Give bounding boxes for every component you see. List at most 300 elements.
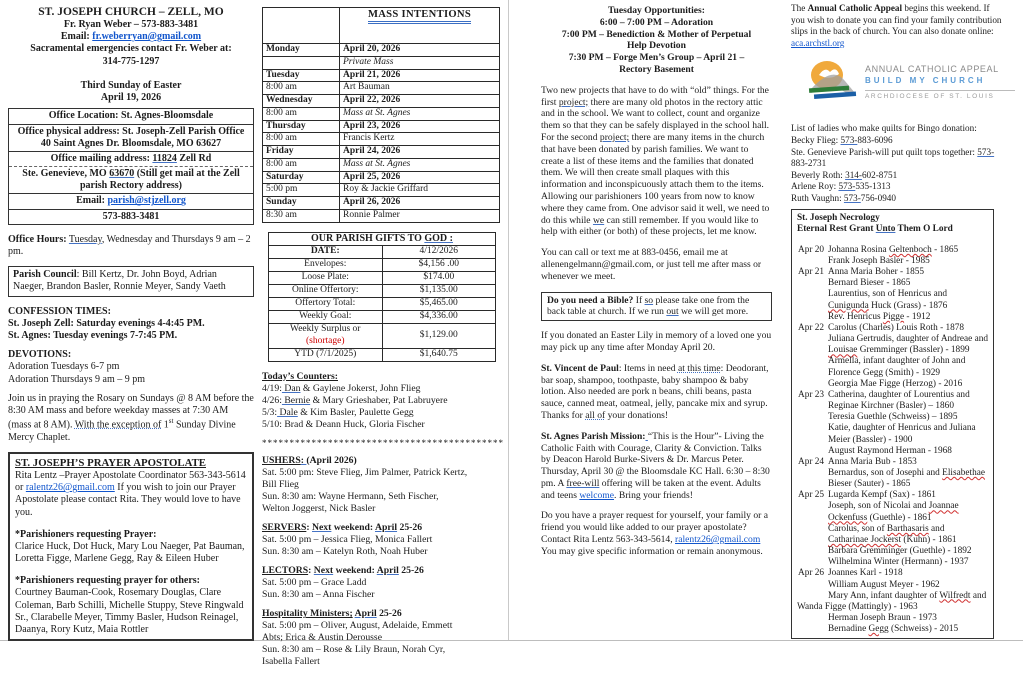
necrology-date: Apr 21 (798, 267, 825, 278)
text-line (8, 68, 254, 80)
text-line (828, 435, 989, 446)
link[interactable]: parish@stjzell.org (107, 195, 186, 207)
text-line (828, 513, 989, 524)
text-segment: 756-0940 (860, 192, 896, 203)
text-line (791, 158, 1013, 170)
text-segment: Isabella Fallert (262, 656, 320, 668)
text-segment: 573- (977, 146, 995, 157)
text-segment: Gegg (868, 624, 889, 635)
text-segment: Ste. Genevieve Parish-will put quilt tops together: (791, 146, 978, 157)
text-segment: Barthasaris (886, 523, 929, 534)
table-cell: Thursday (263, 120, 340, 133)
necrology-date: Apr 24 (798, 456, 825, 467)
table-row (269, 272, 496, 285)
text-segment: , Wednesday and Thursdays 9 am – 2 pm. (8, 233, 251, 258)
text-line (8, 349, 254, 361)
servers-heading (262, 522, 506, 534)
text-line (791, 147, 1013, 159)
text-segment: Bernadine (828, 624, 869, 635)
text-segment: Do you need a Bible? (547, 294, 634, 306)
text-segment: 602-8751 (861, 169, 898, 180)
table-cell: $1,129.00 (382, 324, 496, 349)
table-cell: $1,135.00 (382, 285, 496, 298)
text-segment: Office physical address: St. Joseph-Zell Parish Office 40 Saint Agnes Dr. Bloomsdale, MO 63627 (17, 125, 245, 149)
text-line (791, 15, 1013, 27)
text-line (828, 446, 989, 457)
text-line (797, 224, 989, 235)
text-segment: Today’s Counters: (262, 370, 338, 382)
table-cell: Monday (263, 44, 340, 57)
column-church-info (8, 5, 254, 641)
text-segment: Katie, daughter of Henricus and Juliana (828, 423, 976, 434)
parish-council-box (8, 266, 254, 296)
text-line (828, 624, 989, 635)
table-cell: Saturday (263, 171, 340, 184)
text-line (828, 546, 989, 557)
text-line (541, 40, 772, 52)
table-row (269, 298, 496, 311)
text-segment: Sat. 5:00 pm – Grace Ladd (262, 577, 367, 589)
text-segment: (Schweiss) - 2015 (888, 624, 959, 635)
text-segment: Mary Ann, infant daughter of (828, 590, 940, 601)
text-line (8, 374, 254, 386)
link[interactable]: welcome (579, 489, 615, 501)
office-info-box (8, 108, 254, 225)
text-line (791, 123, 1013, 135)
text-line (8, 361, 254, 373)
text-segment: there are many items in the church that have been donated by parish families. We want to create a list of these items and the families that donated them. We will then create small plaques with this information and inconspicuously attach them to the items. Allowing our parishioners 100 years from now to know where they came from. One advisor said it well, we need to do this while (541, 131, 770, 226)
text-segment: Offertory Total: (295, 298, 356, 309)
text-line (262, 577, 506, 589)
text-segment: 25-26 (376, 608, 402, 620)
rosary-note (8, 393, 254, 444)
text-segment: Email: (76, 195, 108, 207)
appeal-logo-tagline: BUILD MY CHURCH (865, 75, 986, 85)
office-box-row (9, 152, 253, 167)
text-segment: LECTORS (262, 565, 309, 577)
table-row (269, 259, 496, 272)
table-cell: $5,465.00 (382, 298, 496, 311)
text-segment: YTD (7/1/2025) (294, 348, 357, 359)
text-segment: Adoration Tuesdays 6-7 pm (8, 361, 120, 373)
table-cell: Wednesday (263, 95, 340, 108)
text-segment: The (791, 3, 808, 13)
table-row (269, 324, 496, 349)
text-line (797, 213, 989, 224)
table-cell (269, 348, 383, 361)
text-segment: and (928, 523, 945, 534)
text-segment: Eternal Rest Grant (797, 223, 876, 234)
text-segment: Office Location: St. Agnes-Bloomsdale (48, 110, 214, 122)
column-schedules (262, 7, 506, 675)
text-segment: August Raymond Herman - 1968 (828, 445, 952, 456)
text-segment: Do you have a prayer request for yourself, your family or a friend you would like added to our prayer apostolate? Contact Rita Lentz 563-343-5614, (541, 510, 768, 546)
text-segment: 573-883-3481 (102, 210, 160, 222)
text-line (8, 31, 254, 43)
text-line (791, 26, 1013, 38)
table-cell: Roy & Jackie Griffard (340, 184, 500, 197)
table-cell: 4/12/2026 (382, 246, 496, 259)
text-segment: 1 (161, 419, 169, 431)
text-segment: Rita Lentz –Prayer Apostolate Coordinator 563-343-5614 or (15, 469, 246, 494)
text-segment: *Parishioners requesting prayer for others: (15, 575, 200, 587)
text-line (262, 656, 506, 668)
text-line (828, 323, 989, 334)
text-line (828, 423, 989, 434)
text-line (791, 170, 1013, 182)
text-segment: You may give specific information or remain anonymous. (541, 545, 763, 557)
text-line (791, 135, 1013, 147)
text-segment: With the exception of (74, 419, 162, 431)
text-segment: offering will be taken at the event. Adults and teens (541, 477, 761, 501)
text-line (828, 345, 989, 356)
table-cell: Sunday (263, 197, 340, 210)
text-segment: St. Agnes: Tuesday evenings 7-7:45 PM. (8, 329, 178, 341)
ushers-section (262, 455, 506, 515)
text-segment: Clarice Huck, Dot Huck, Mary Lou Naeger, Pat Bauman, Loretta Figge, Marlene Gegg, Ray & Eileen Huber (15, 540, 245, 565)
text-line (828, 568, 989, 579)
text-segment: : (306, 522, 313, 534)
text-segment: and (970, 590, 987, 601)
table-cell: $174.00 (382, 272, 496, 285)
text-segment: at this time (677, 362, 721, 374)
table-cell: 8:00 am (263, 107, 340, 120)
text-segment: Beverly Roth: (791, 169, 846, 180)
appeal-logo-mark-icon (801, 57, 859, 107)
text-segment: Weekly Surplus or (290, 324, 361, 335)
table-row (263, 146, 500, 159)
table-cell: Tuesday (263, 69, 340, 82)
text-segment: : Items in need (618, 362, 678, 374)
text-segment: April (354, 608, 377, 620)
servers-lines (262, 534, 506, 558)
requesting-others-title (15, 575, 247, 587)
text-segment: Rectory Basement (619, 63, 694, 75)
table-cell: Mass at St. Agnes (340, 158, 500, 171)
text-line (8, 56, 254, 68)
text-line (8, 306, 254, 318)
text-line (541, 52, 772, 64)
text-segment: 573- (843, 192, 861, 203)
table-cell: April 25, 2026 (340, 171, 500, 184)
office-box-row (9, 194, 253, 209)
table-row (263, 82, 500, 95)
office-hours (8, 234, 254, 258)
table-cell (263, 8, 340, 44)
text-segment: USHERS (262, 454, 301, 466)
table-cell: Friday (263, 146, 340, 159)
text-segment: Wilfredt (939, 590, 971, 601)
text-segment: Office mailing address: (50, 152, 153, 164)
requesting-prayer-title (15, 529, 247, 541)
table-row (263, 184, 500, 197)
text-segment: you wish to donate you can find your family contribution (791, 14, 1002, 25)
text-segment: Sun. 8:30 am: Wayne Hermann, Seth Fischer, (262, 491, 439, 503)
text-segment: so (644, 294, 654, 306)
text-line (828, 613, 989, 624)
necrology-title (797, 213, 989, 235)
text-line (262, 491, 506, 503)
necrology-entry (797, 390, 989, 457)
table-cell: $4,336.00 (382, 311, 496, 324)
table-cell (269, 259, 383, 272)
text-line (828, 256, 989, 267)
office-box-row (9, 125, 253, 152)
text-segment: weekend: (333, 565, 377, 577)
text-segment: “This is the Hour”- Living the Catholic Faith with Courage, Clarity & Conviction. Talks by Deacon Harold Burke-Sivers & Dr. Marcus Peter. Thursday, April 30 @ the Bloomsdale KC Hall. 6:30 – 8:30 pm. A (541, 430, 770, 489)
text-line (828, 245, 989, 256)
text-segment: Help Devotion (627, 40, 686, 52)
text-segment: Ockenfuss (828, 512, 868, 523)
necrology-entries (797, 245, 989, 635)
office-box-row (9, 109, 253, 124)
table-cell (269, 298, 383, 311)
text-segment: please take one from the back table at church. If we run (547, 294, 750, 318)
text-segment: GOD : (424, 232, 453, 244)
necrology-date: Apr 23 (798, 389, 825, 400)
text-segment: 6:00 – 7:00 PM – Adoration (599, 16, 714, 28)
text-segment: project; (599, 131, 630, 143)
text-segment: Anna Maria Boher - 1855 (828, 267, 925, 278)
text-segment: Wanda Figge (Mattingly) - 1963 (797, 601, 918, 612)
hospitality-heading (262, 608, 506, 620)
text-line (262, 644, 506, 656)
table-cell: April 21, 2026 (340, 69, 500, 82)
text-line (8, 318, 254, 330)
appeal-logo-subtitle: ARCHDIOCESE OF ST. LOUIS (865, 92, 995, 100)
text-segment: Joannae (928, 501, 959, 512)
text-line (828, 289, 989, 300)
counters-section (262, 371, 506, 431)
text-segment: Catharinae Jockerst (828, 534, 902, 545)
table-row (263, 69, 500, 82)
separator-stars: ******************************************** (262, 437, 504, 448)
confession-times (8, 306, 254, 343)
text-segment: Envelopes: (304, 259, 347, 270)
table-cell: April 24, 2026 (340, 146, 500, 159)
hospitality-section (262, 608, 506, 668)
table-cell: Ronnie Palmer (340, 209, 500, 222)
text-segment: Armella, infant daughter of John and (828, 356, 966, 367)
text-segment: Sat. 5:00 pm – Jessica Flieg, Monica Fallert (262, 534, 433, 546)
column-announcements (541, 5, 772, 567)
table-cell (263, 56, 340, 69)
text-line (262, 620, 506, 632)
text-segment (130, 68, 133, 79)
table-cell: 8:00 am (263, 82, 340, 95)
text-segment: Reginae Kirchner (Basler) – 1860 (828, 401, 954, 412)
lectors-lines (262, 577, 506, 601)
text-segment: Bernardus, son of Josephi and (828, 467, 943, 478)
bible-box (541, 292, 772, 322)
necrology-entry (797, 323, 989, 390)
table-cell: April 26, 2026 (340, 197, 500, 210)
text-segment: Adoration Thursdays 9 am – 9 pm (8, 373, 146, 385)
table-cell (269, 285, 383, 298)
projects-paragraph (541, 85, 772, 238)
text-segment: Laurentius, son of Henricus and (828, 289, 948, 300)
appeal-logo-text (865, 64, 1015, 102)
servers-section (262, 522, 506, 558)
link[interactable]: ralentz26@gmail.com (25, 482, 115, 494)
easter-lily-paragraph (541, 330, 772, 354)
text-line (541, 17, 772, 29)
text-segment: Lugarda Kempf (Sax) - 1861 (828, 490, 936, 501)
text-segment: If (633, 294, 645, 306)
text-segment: Carolus (Charles) Louis Roth - 1878 (828, 322, 965, 333)
table-cell: April 23, 2026 (340, 120, 500, 133)
text-line (262, 395, 506, 407)
spacer (791, 113, 1013, 123)
necrology-entry (797, 568, 989, 635)
requesting-prayer-names (15, 541, 247, 565)
text-segment: Next (312, 522, 332, 534)
text-segment: April (376, 565, 399, 577)
text-segment: Online Offertory: (291, 285, 359, 296)
text-line (828, 524, 989, 535)
text-segment: Tuesday Opportunities: (608, 5, 705, 16)
text-segment: there are many old photos in the rectory attic and in the school. We want to collect, count and organize them so that they can be safely displayed in the school hall. For the second (541, 96, 770, 143)
mass-intentions-table (262, 7, 500, 223)
text-segment: Sun. 8:30 am – Anna Fischer (262, 589, 375, 601)
text-segment: Gremminger (Bassler) - 1899 (857, 345, 970, 356)
text-segment: Bill Flieg (262, 479, 299, 491)
necrology-entry (797, 267, 989, 323)
text-line (262, 467, 506, 479)
table-cell: $1,640.75 (382, 348, 496, 361)
text-segment: Ste. Genevieve, MO (22, 168, 110, 180)
text-line (262, 503, 506, 515)
text-line (262, 589, 506, 601)
text-segment: 573- (840, 134, 858, 145)
text-line (541, 29, 772, 41)
text-segment: Email: (60, 31, 93, 43)
text-segment: SERVERS (262, 522, 307, 534)
lectors-heading (262, 565, 506, 577)
text-segment: Office Hours: (8, 233, 67, 245)
link[interactable]: fr.weberryan@gmail.com (92, 31, 202, 43)
text-line (262, 546, 506, 558)
text-line (541, 64, 772, 76)
text-segment: . Bring your friends! (614, 489, 693, 501)
text-segment: Teresia Guethle (Schweiss) – 1895 (828, 412, 958, 423)
text-line (8, 92, 254, 104)
text-line (828, 312, 989, 323)
text-line (262, 632, 506, 644)
table-row (269, 348, 496, 361)
text-segment: 7:00 PM – Benediction & Mother of Perpetual (561, 28, 752, 40)
table-cell: Art Bauman (340, 82, 500, 95)
table-row (263, 95, 500, 108)
text-segment: Rev. Henricus (828, 311, 883, 322)
text-segment: St. Vincent de Paul (541, 362, 619, 374)
text-line (791, 38, 1013, 50)
text-line (828, 301, 989, 312)
table-cell: 5:00 pm (263, 184, 340, 197)
table-cell (269, 272, 383, 285)
table-row (269, 285, 496, 298)
text-segment: Sat. 5:00 pm: Steve Flieg, Jim Palmer, Patrick Kertz, (262, 466, 468, 478)
text-segment: Hospitality Ministers; (262, 608, 353, 620)
text-segment: : (300, 454, 307, 466)
annual-appeal-paragraph (791, 3, 1013, 49)
text-segment: st (168, 417, 174, 426)
necrology-entry (797, 490, 989, 568)
text-line (828, 267, 989, 278)
necrology-date: Apr 22 (798, 322, 825, 333)
necrology-entry (797, 457, 989, 490)
text-segment: 4/19: (262, 382, 282, 394)
ushers-lines (262, 467, 506, 515)
text-segment: Next (313, 565, 334, 577)
text-segment: 7:30 PM – Forge Men’s Group – April 21 – (568, 52, 745, 64)
text-line (828, 457, 989, 468)
text-segment: 535-1313 (855, 181, 891, 192)
text-line (8, 43, 254, 55)
text-segment: April (374, 522, 398, 534)
text-line (828, 401, 989, 412)
text-segment: St. Joseph Necrology (797, 212, 880, 223)
text-segment: slips in the back of church. You can also donate online: (791, 26, 994, 37)
text-segment: Sat. 5:00 pm – Oliver, August, Adelaide, Emmett (262, 620, 453, 632)
text-line (828, 468, 989, 479)
text-line (262, 407, 506, 419)
text-segment: Parish Council (13, 269, 77, 281)
table-row (263, 56, 500, 69)
text-line (541, 5, 772, 17)
text-segment: St. Joseph Zell: Saturday evenings 4-4:45 PM. (8, 317, 205, 329)
text-segment: Join us in praying the Rosary on Sundays @ 8 AM before the 8:30 AM mass and before weekday masses at 7:30 AM (mass at 8 AM). (8, 392, 254, 431)
text-segment: - 1912 (904, 311, 931, 322)
appeal-logo-divider (865, 90, 1015, 91)
text-segment: Wilhelmina Winter (Hermann) - 1937 (828, 557, 969, 568)
text-segment: weekend: (331, 522, 375, 534)
link[interactable]: aca.archstl.org (791, 37, 845, 48)
text-segment: Johanna Rosina (828, 244, 889, 255)
text-segment: Arlene Roy: (791, 181, 839, 192)
table-cell (269, 246, 383, 259)
text-line (791, 193, 1013, 205)
table-cell: 8:30 am (263, 209, 340, 222)
hospitality-lines (262, 620, 506, 668)
counters-lines (262, 383, 506, 431)
text-segment: If you wish to join our Prayer Apostolate please contact Rita. They would love to have you. (15, 482, 241, 518)
text-segment: Carolus, son of (828, 523, 887, 534)
counters-heading (262, 371, 506, 383)
text-segment: : (308, 565, 314, 577)
text-segment: : Deodorant, bar soap, shampoo, toothpaste, baby shampoo & baby lotion. Also needed are pork n beans, chili beans, pasta sauce, canned meat, oatmeal, jelly, pancake mix and syrup. Thanks for (541, 362, 769, 421)
text-segment: 4/26: (262, 394, 282, 406)
text-segment: Cunigunda (828, 300, 869, 311)
text-segment: we will get more. (678, 306, 749, 318)
text-segment: 5/3: (262, 406, 278, 418)
annual-catholic-appeal-logo (801, 57, 1013, 107)
table-row (269, 232, 496, 245)
text-segment: April 19, 2026 (100, 92, 162, 104)
text-segment: Anna Maria Bub - 1853 (828, 456, 917, 467)
necrology-box (791, 209, 994, 640)
text-line (828, 356, 989, 367)
necrology-date: Apr 25 (798, 490, 825, 501)
text-segment: Frank Joseph Basler - 1985 (828, 256, 930, 266)
text-line (828, 278, 989, 289)
text-segment: Two new projects that have to do with “old” things. For the first (541, 84, 769, 108)
link[interactable]: ralentz26@gmail.com (675, 534, 761, 546)
text-segment: Them O Lord (895, 223, 953, 234)
prayer-request-paragraph (541, 510, 772, 557)
text-segment: Sun. 8:30 am – Rose & Lily Braun, Norah Cyr, (262, 644, 446, 656)
text-segment: List of ladies who make quilts for Bingo donation: (791, 123, 977, 134)
